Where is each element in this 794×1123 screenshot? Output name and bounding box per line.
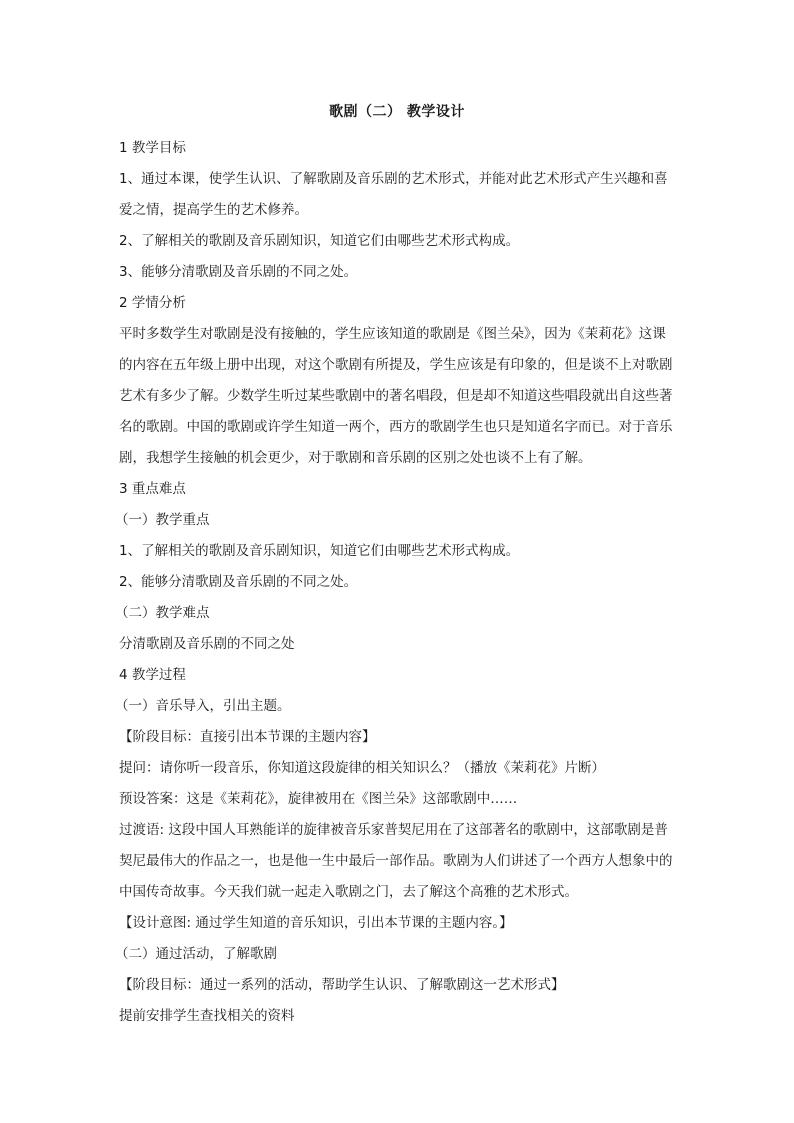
subheading-key-points: （一）教学重点 xyxy=(115,512,210,528)
section-heading-analysis: 2 学情分析 xyxy=(119,295,186,311)
preparation-line: 提前安排学生查找相关的资料 xyxy=(119,1008,295,1024)
subheading-difficulties: （二）教学难点 xyxy=(115,605,210,621)
subheading-activities: （二）通过活动，了解歌剧 xyxy=(115,946,277,962)
document-title: 歌剧（二） 教学设计 xyxy=(329,104,465,120)
objective-3: 3、能够分清歌剧及音乐剧的不同之处。 xyxy=(119,264,358,280)
document-body xyxy=(115,133,679,1032)
key-point-2: 2、能够分清歌剧及音乐剧的不同之处。 xyxy=(119,574,358,590)
expected-answer-line: 预设答案：这是《茉莉花》，旋律被用在《图兰朵》这部歌剧中…… xyxy=(119,791,518,807)
transition-paragraph: 过渡语: 这段中国人耳熟能详的旋律被音乐家普契尼用在了这部著名的歌剧中，这部歌剧是普契尼最伟大的作品之一，也是他一生中最后一部作品。歌剧为人们讲述了一个西方人想象中的中国传奇故事。今天我们就一起走入歌剧之门，去了解这个高雅的艺术形式。 xyxy=(119,822,673,900)
design-intent-line: 【设计意图: 通过学生知道的音乐知识，引出本节课的主题内容。】 xyxy=(119,915,513,931)
stage-goal-1: 【阶段目标：直接引出本节课的主题内容】 xyxy=(119,729,376,745)
section-heading-process: 4 教学过程 xyxy=(119,667,186,683)
subheading-music-intro: （一）音乐导入，引出主题。 xyxy=(115,698,291,714)
section-heading-key-points: 3 重点难点 xyxy=(119,481,186,497)
key-point-1: 1、了解相关的歌剧及音乐剧知识，知道它们由哪些艺术形式构成。 xyxy=(119,543,520,559)
objective-2: 2、了解相关的歌剧及音乐剧知识，知道它们由哪些艺术形式构成。 xyxy=(119,233,520,249)
objective-1: 1、通过本课，使学生认识、了解歌剧及音乐剧的艺术形式，并能对此艺术形式产生兴趣和喜爱之情，提高学生的艺术修养。 xyxy=(119,171,668,218)
section-heading-objectives: 1 教学目标 xyxy=(119,140,186,156)
difficulty-1: 分清歌剧及音乐剧的不同之处 xyxy=(119,636,295,652)
analysis-paragraph: 平时多数学生对歌剧是没有接触的，学生应该知道的歌剧是《图兰朵》，因为《茉莉花》这课的内容在五年级上册中出现，对这个歌剧有所提及，学生应该是有印象的，但是谈不上对歌剧艺术有多少了解。少数学生听过某些歌剧中的著名唱段，但是却不知道这些唱段就出自这些著名的歌剧。中国的歌剧或许学生知道一两个，西方的歌剧学生也只是知道名字而已。对于音乐剧，我想学生接触的机会更少，对于歌剧和音乐剧的区别之处也谈不上有了解。 xyxy=(119,326,673,466)
question-line: 提问：请你听一段音乐，你知道这段旋律的相关知识么？（播放《茉莉花》片断） xyxy=(119,760,605,776)
stage-goal-2: 【阶段目标：通过一系列的活动，帮助学生认识、了解歌剧这一艺术形式】 xyxy=(119,977,565,993)
